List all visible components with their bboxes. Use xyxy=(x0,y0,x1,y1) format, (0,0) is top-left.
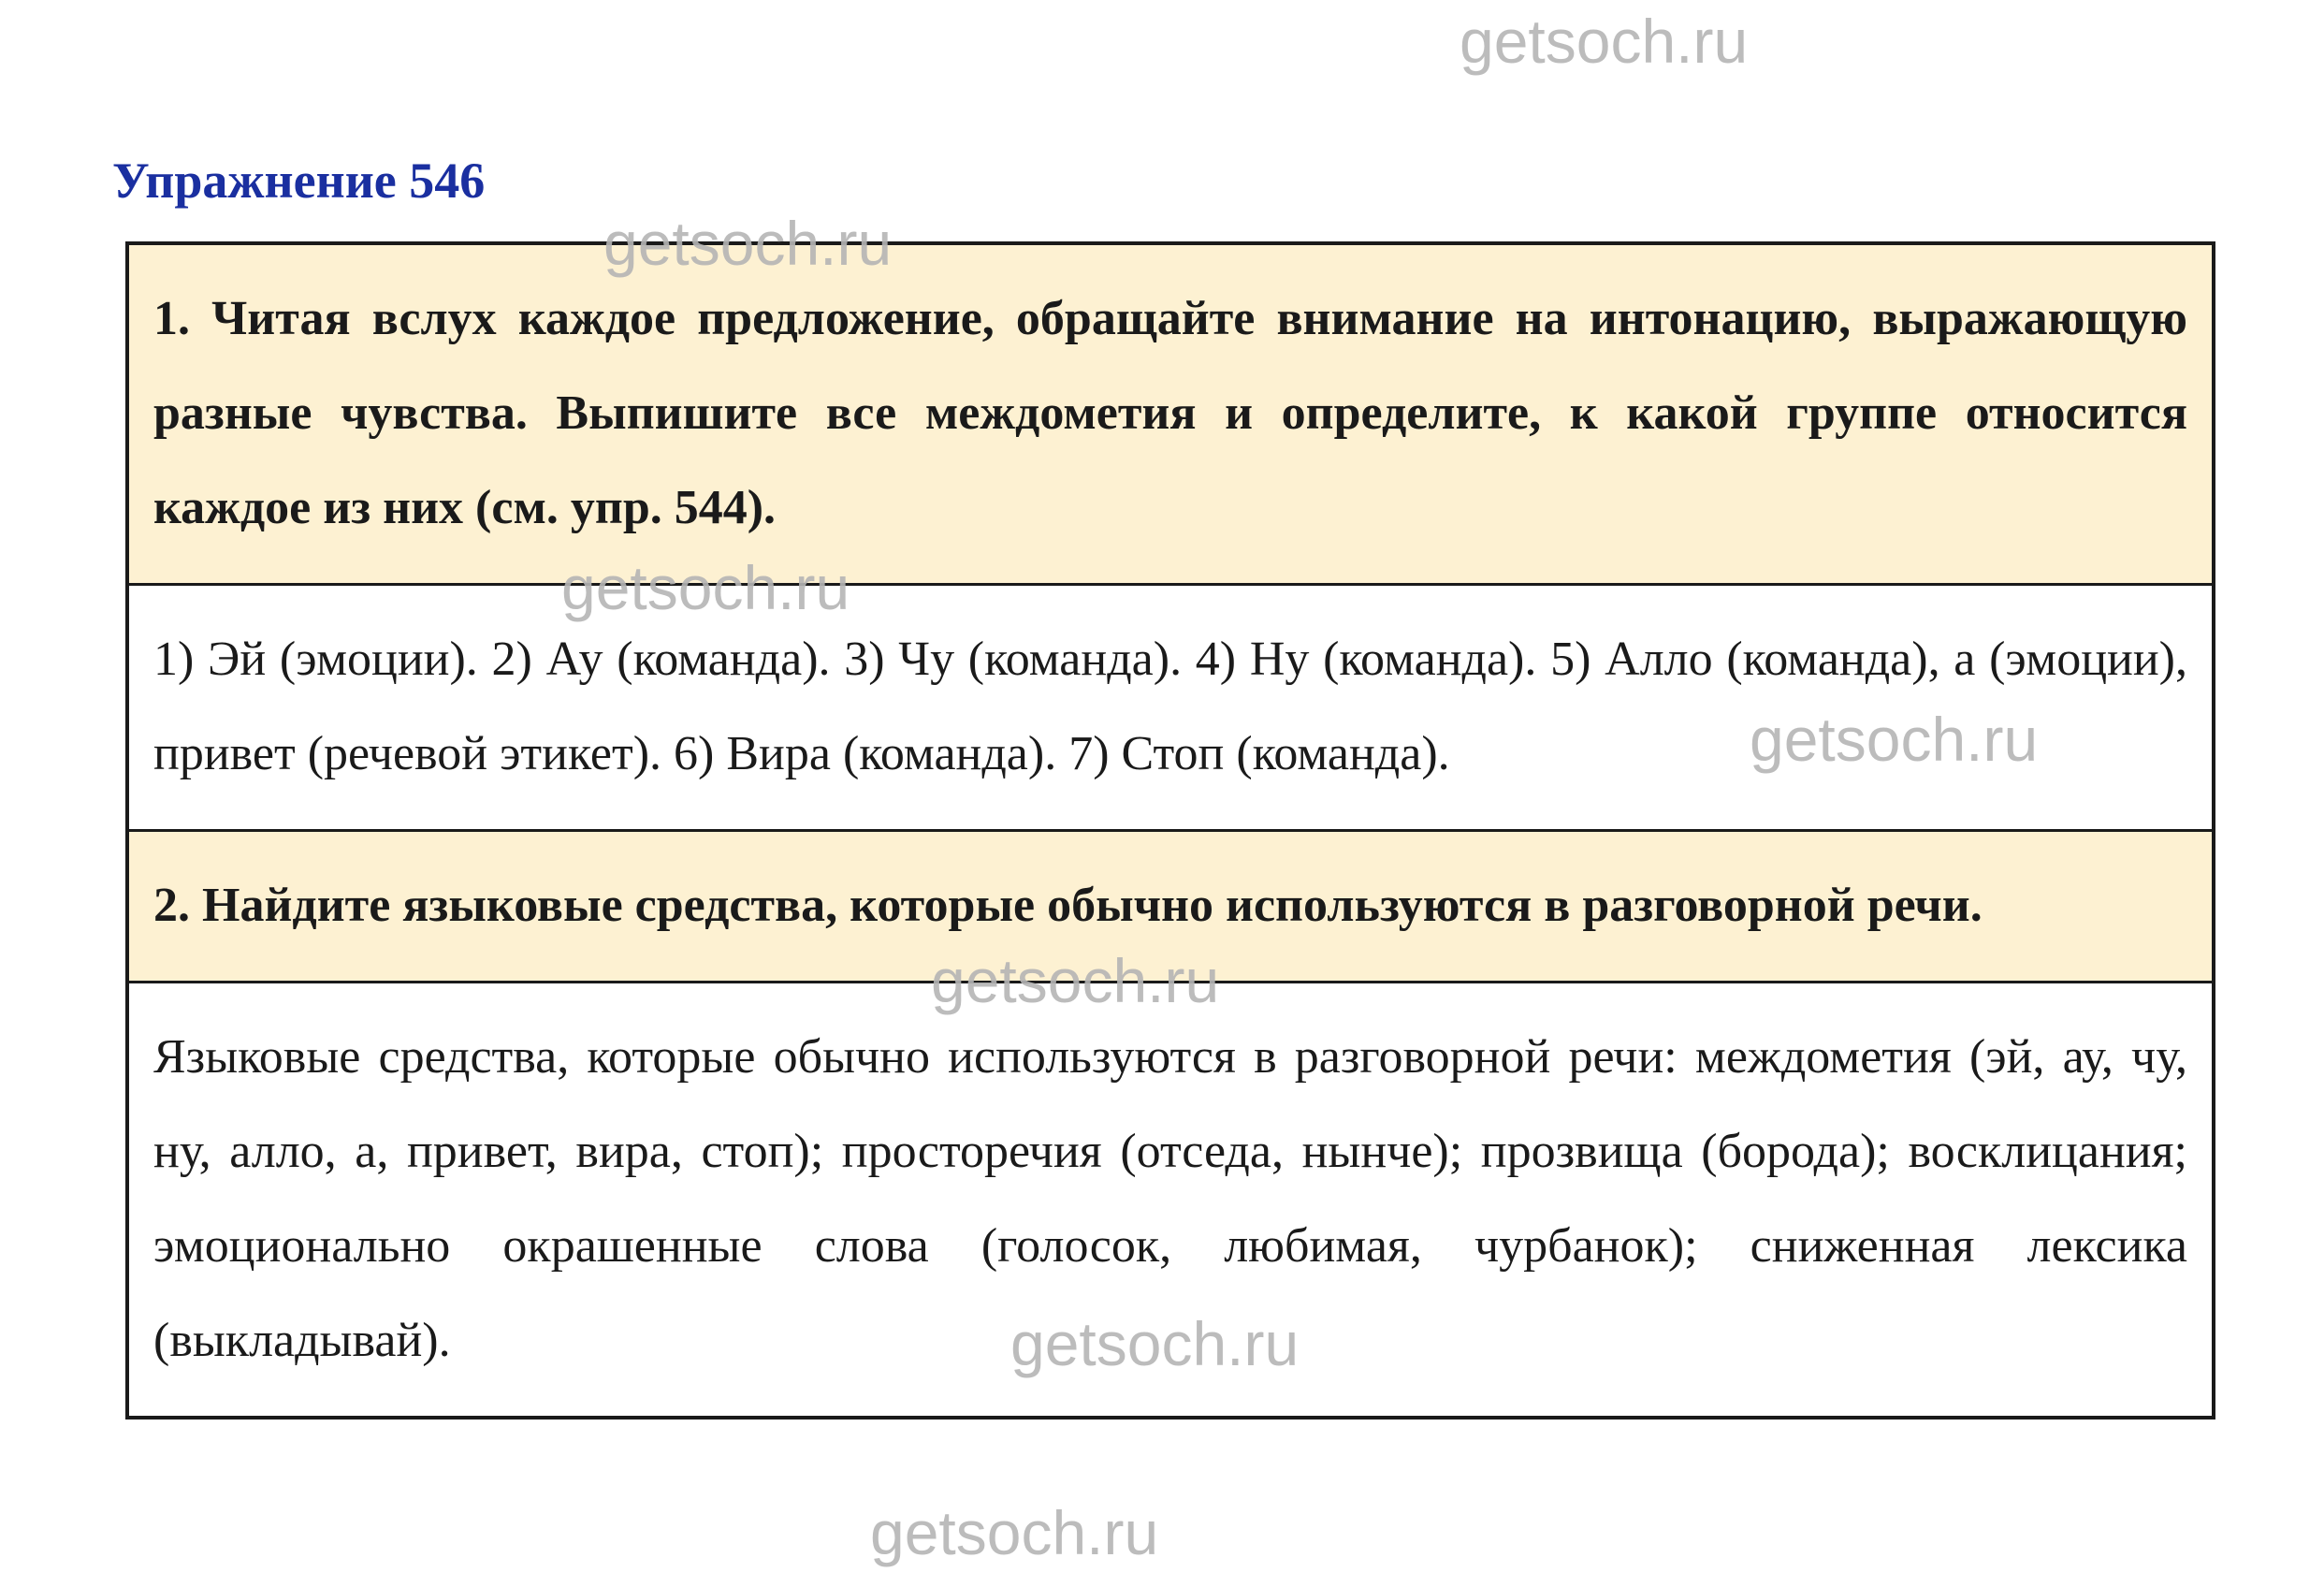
watermark: getsoch.ru xyxy=(1750,705,2039,774)
watermark: getsoch.ru xyxy=(1010,1309,1300,1378)
question-1: 1. Читая вслух каждое предложение, обращайте внимание на интонацию, выражающую разные чувства. Выпишите все междометия и определите, к какой группе относится каждое из них (см. упр. 544). xyxy=(129,245,2212,586)
watermark: getsoch.ru xyxy=(1460,7,1749,76)
answer-1: 1) Эй (эмоции). 2) Ау (команда). 3) Чу (команда). 4) Ну (команда). 5) Алло (команда), а (эмоции), привет (речевой этикет). 6) Вира (команда). 7) Стоп (команда). xyxy=(129,586,2212,832)
question-2: 2. Найдите языковые средства, которые обычно используются в разговорной речи. xyxy=(129,832,2212,983)
exercise-title: Упражнение 546 xyxy=(112,153,486,209)
watermark: getsoch.ru xyxy=(603,209,893,278)
watermark: getsoch.ru xyxy=(870,1498,1159,1567)
watermark: getsoch.ru xyxy=(561,553,850,622)
answer-2: Языковые средства, которые обычно используются в разговорной речи: междометия (эй, ау, чу, ну, алло, а, привет, вира, стоп); просторечия (отседа, нынче); прозвища (борода); восклицания; эмоционально окрашенные слова (голосок, любимая, чурбанок); сниженная лексика (выкладывай). xyxy=(129,983,2212,1416)
exercise-table xyxy=(125,241,2215,1420)
watermark: getsoch.ru xyxy=(931,946,1220,1015)
